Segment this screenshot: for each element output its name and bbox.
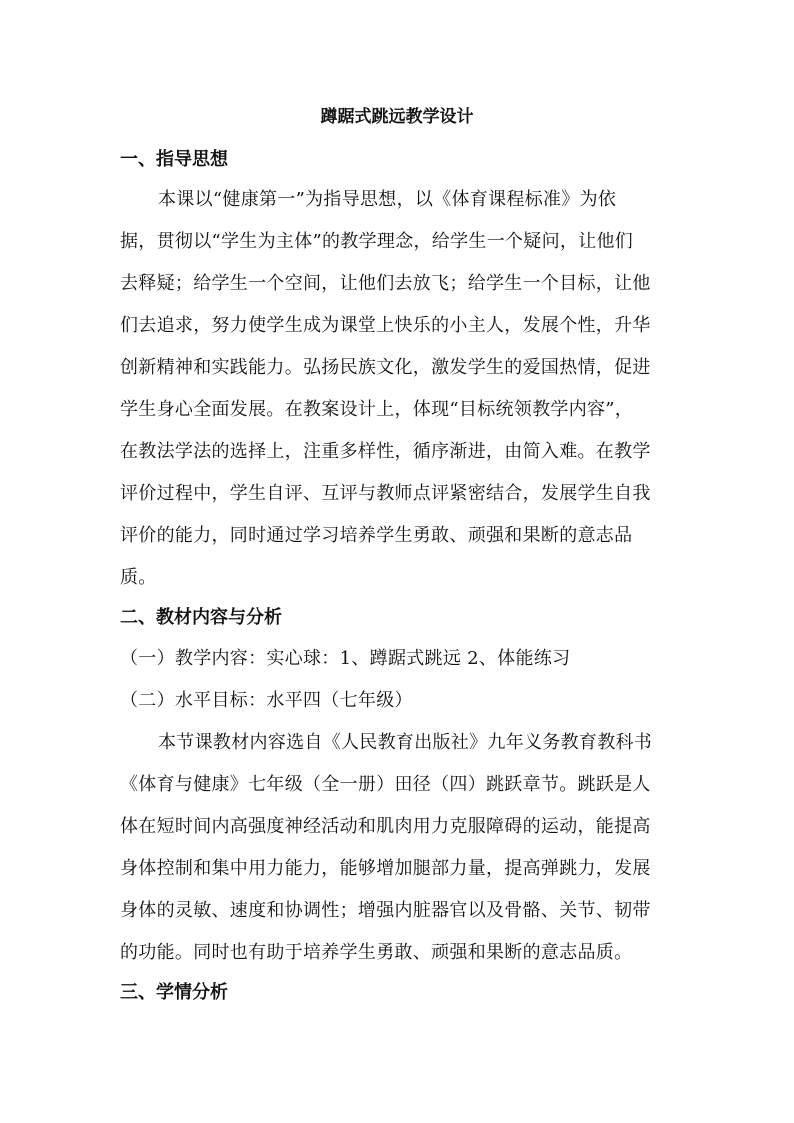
subsection-teaching-content: （一）教学内容：实心球：1、蹲踞式跳远 2、体能练习 (120, 648, 571, 669)
paragraph-line: 评价过程中，学生自评、互评与教师点评紧密结合，发展学生自我 (120, 483, 651, 504)
paragraph-line: 体在短时间内高强度神经活动和肌肉用力克服障碍的运动，能提高 (120, 816, 651, 837)
paragraph-line: 身体的灵敏、速度和协调性；增强内脏器官以及骨骼、关节、韧带 (120, 900, 651, 921)
paragraph-line: 本节课教材内容选自《人民教育出版社》九年义务教育教科书 (158, 732, 653, 753)
document-title: 蹲踞式跳远教学设计 (320, 107, 474, 127)
paragraph-line: 身体控制和集中用力能力，能够增加腿部力量，提高弹跳力，发展 (120, 858, 651, 879)
section-heading-guiding-ideology: 一、指导思想 (120, 149, 228, 170)
paragraph-line: 去释疑；给学生一个空间，让他们去放飞；给学生一个目标，让他 (120, 273, 651, 294)
section-heading-student-analysis: 三、学情分析 (120, 982, 228, 1003)
section-heading-content-analysis: 二、教材内容与分析 (120, 607, 282, 628)
paragraph-line: 创新精神和实践能力。弘扬民族文化，激发学生的爱国热情，促进 (120, 357, 651, 378)
paragraph-line: 《体育与健康》七年级（全一册）田径（四）跳跃章节。跳跃是人 (120, 774, 651, 795)
paragraph-line: 本课以“健康第一”为指导思想，以《体育课程标准》为依 (158, 189, 617, 210)
paragraph-line: 评价的能力，同时通过学习培养学生勇敢、顽强和果断的意志品 (120, 525, 633, 546)
subsection-level-goal: （二）水平目标：水平四（七年级） (120, 690, 413, 711)
paragraph-line: 在教法学法的选择上，注重多样性，循序渐进，由简入难。在教学 (120, 441, 651, 462)
paragraph-line: 的功能。同时也有助于培养学生勇敢、顽强和果断的意志品质。 (120, 942, 633, 963)
paragraph-line: 学生身心全面发展。在教案设计上，体现“目标统领教学内容”， (120, 399, 634, 420)
paragraph-line: 们去追求，努力使学生成为课堂上快乐的小主人，发展个性，升华 (120, 315, 651, 336)
paragraph-line: 据，贯彻以“学生为主体”的教学理念，给学生一个疑问，让他们 (120, 231, 634, 252)
paragraph-line: 质。 (120, 567, 157, 588)
